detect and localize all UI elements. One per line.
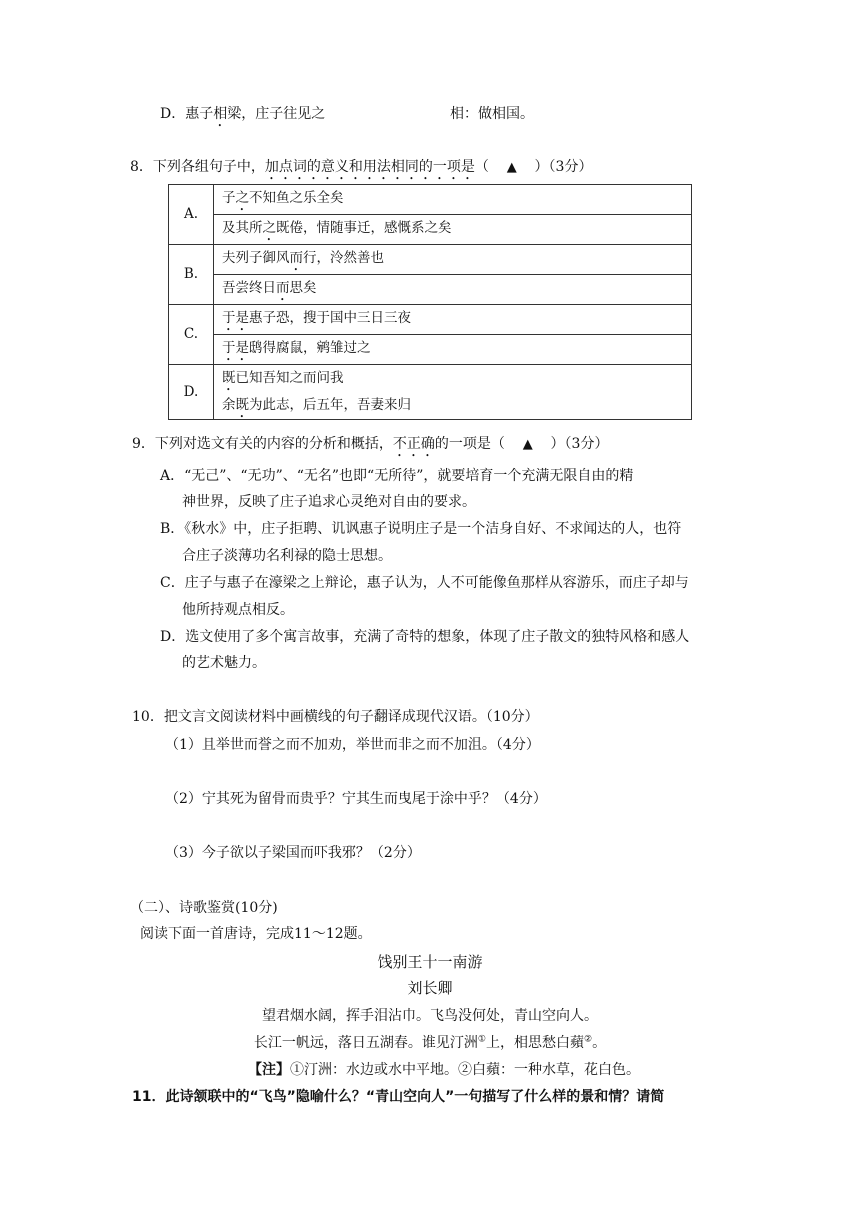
q9-option-b-line2: 合庄子淡薄功名利禄的隐士思想。 bbox=[182, 548, 392, 564]
q8-option-c-s1: 于是惠子恐，搜于国中三日三夜 bbox=[214, 305, 692, 335]
q10-stem: 10．把文言文阅读材料中画横线的句子翻译成现代汉语。（10分） bbox=[132, 709, 539, 725]
q8-option-b-s1: 夫列子御风而行，泠然善也 bbox=[214, 245, 692, 275]
q8-option-d-s1: 既已知吾知之而问我 bbox=[222, 370, 344, 386]
q10-sentence-3: （3）今子欲以子梁国而吓我邪？（2分） bbox=[165, 845, 421, 861]
poem-line-1: 望君烟水阔，挥手泪沾巾。飞鸟没何处，青山空向人。 bbox=[262, 1008, 598, 1024]
poetry-instructions: 阅读下面一首唐诗，完成11～12题。 bbox=[140, 926, 372, 942]
q8-option-c-label: C. bbox=[169, 305, 214, 365]
q8-option-b-s2: 吾尝终日而思矣 bbox=[214, 275, 692, 305]
poem-line-2: 长江一帆远，落日五湖春。谁见汀洲①上，相思愁白蘋②。 bbox=[253, 1034, 607, 1051]
q8-option-a-s2: 及其所之既倦，情随事迁，感慨系之矣 bbox=[214, 215, 692, 245]
q8-option-b-label: B. bbox=[169, 245, 214, 305]
q9-option-d-line1: D．选文使用了多个寓言故事，充满了奇特的想象，体现了庄子散文的独特风格和感人 bbox=[160, 629, 690, 645]
q8-option-a-label: A. bbox=[169, 185, 214, 245]
q9-stem: 9．下列对选文有关的内容的分析和概括，不正确的一项是（ ▲ ）（3分） bbox=[132, 436, 609, 452]
q8-options-table bbox=[168, 184, 692, 420]
q9-option-a-line1: A．“无己”、“无功”、“无名”也即“无所待”，就要培育一个充满无限自由的精 bbox=[160, 468, 634, 484]
q8-stem: 8．下列各组句子中，加点词的意义和用法相同的一项是（ ▲ ）（3分） bbox=[130, 159, 593, 175]
answer-blank-triangle: ▲ bbox=[522, 437, 533, 452]
q7-option-d-note: 相：做相国。 bbox=[450, 106, 534, 122]
q8-option-c-s2: 于是鸱得腐鼠，鹓雏过之 bbox=[214, 335, 692, 365]
q9-option-d-line2: 的艺术魅力。 bbox=[182, 655, 266, 671]
footnote-marker-1: ① bbox=[477, 1034, 486, 1045]
q8-option-d-cell bbox=[214, 365, 692, 420]
answer-blank-triangle: ▲ bbox=[506, 160, 517, 175]
poetry-section-heading: （二）、诗歌鉴赏(10分) bbox=[130, 900, 278, 916]
q10-sentence-2: （2）宁其死为留骨而贵乎？宁其生而曳尾于涂中乎？（4分） bbox=[165, 791, 547, 807]
notes-label: 【注】 bbox=[248, 1062, 290, 1078]
q9-option-a-line2: 神世界，反映了庄子追求心灵绝对自由的要求。 bbox=[182, 494, 476, 510]
footnote-marker-2: ② bbox=[584, 1034, 593, 1045]
q8-option-a-s1: 子之不知鱼之乐全矣 bbox=[214, 185, 692, 215]
q11-stem: 11．此诗颔联中的“飞鸟”隐喻什么？“青山空向人”一句描写了什么样的景和情？请简 bbox=[132, 1089, 665, 1105]
q8-option-d-label: D. bbox=[169, 365, 214, 420]
poem-title: 饯别王十一南游 bbox=[377, 953, 483, 971]
q10-sentence-1: （1）且举世而誉之而不加劝，举世而非之而不加沮。（4分） bbox=[165, 737, 540, 753]
poem-author: 刘长卿 bbox=[407, 979, 453, 997]
q9-option-b-line1: B．《秋水》中，庄子拒聘、讥讽惠子说明庄子是一个洁身自好、不求闻达的人，也符 bbox=[160, 521, 682, 537]
q9-option-c-line1: C．庄子与惠子在濠梁之上辩论，惠子认为，人不可能像鱼那样从容游乐，而庄子却与 bbox=[160, 575, 689, 591]
q8-option-d-s2: 余既为此志，后五年，吾妻来归 bbox=[222, 397, 411, 413]
q9-option-c-line2: 他所持观点相反。 bbox=[182, 602, 294, 618]
poem-notes bbox=[248, 1060, 640, 1080]
notes-text: ①汀洲：水边或水中平地。②白蘋：一种水草，花白色。 bbox=[290, 1062, 640, 1078]
q7-option-d: D．惠子相梁，庄子往见之 bbox=[160, 106, 326, 122]
